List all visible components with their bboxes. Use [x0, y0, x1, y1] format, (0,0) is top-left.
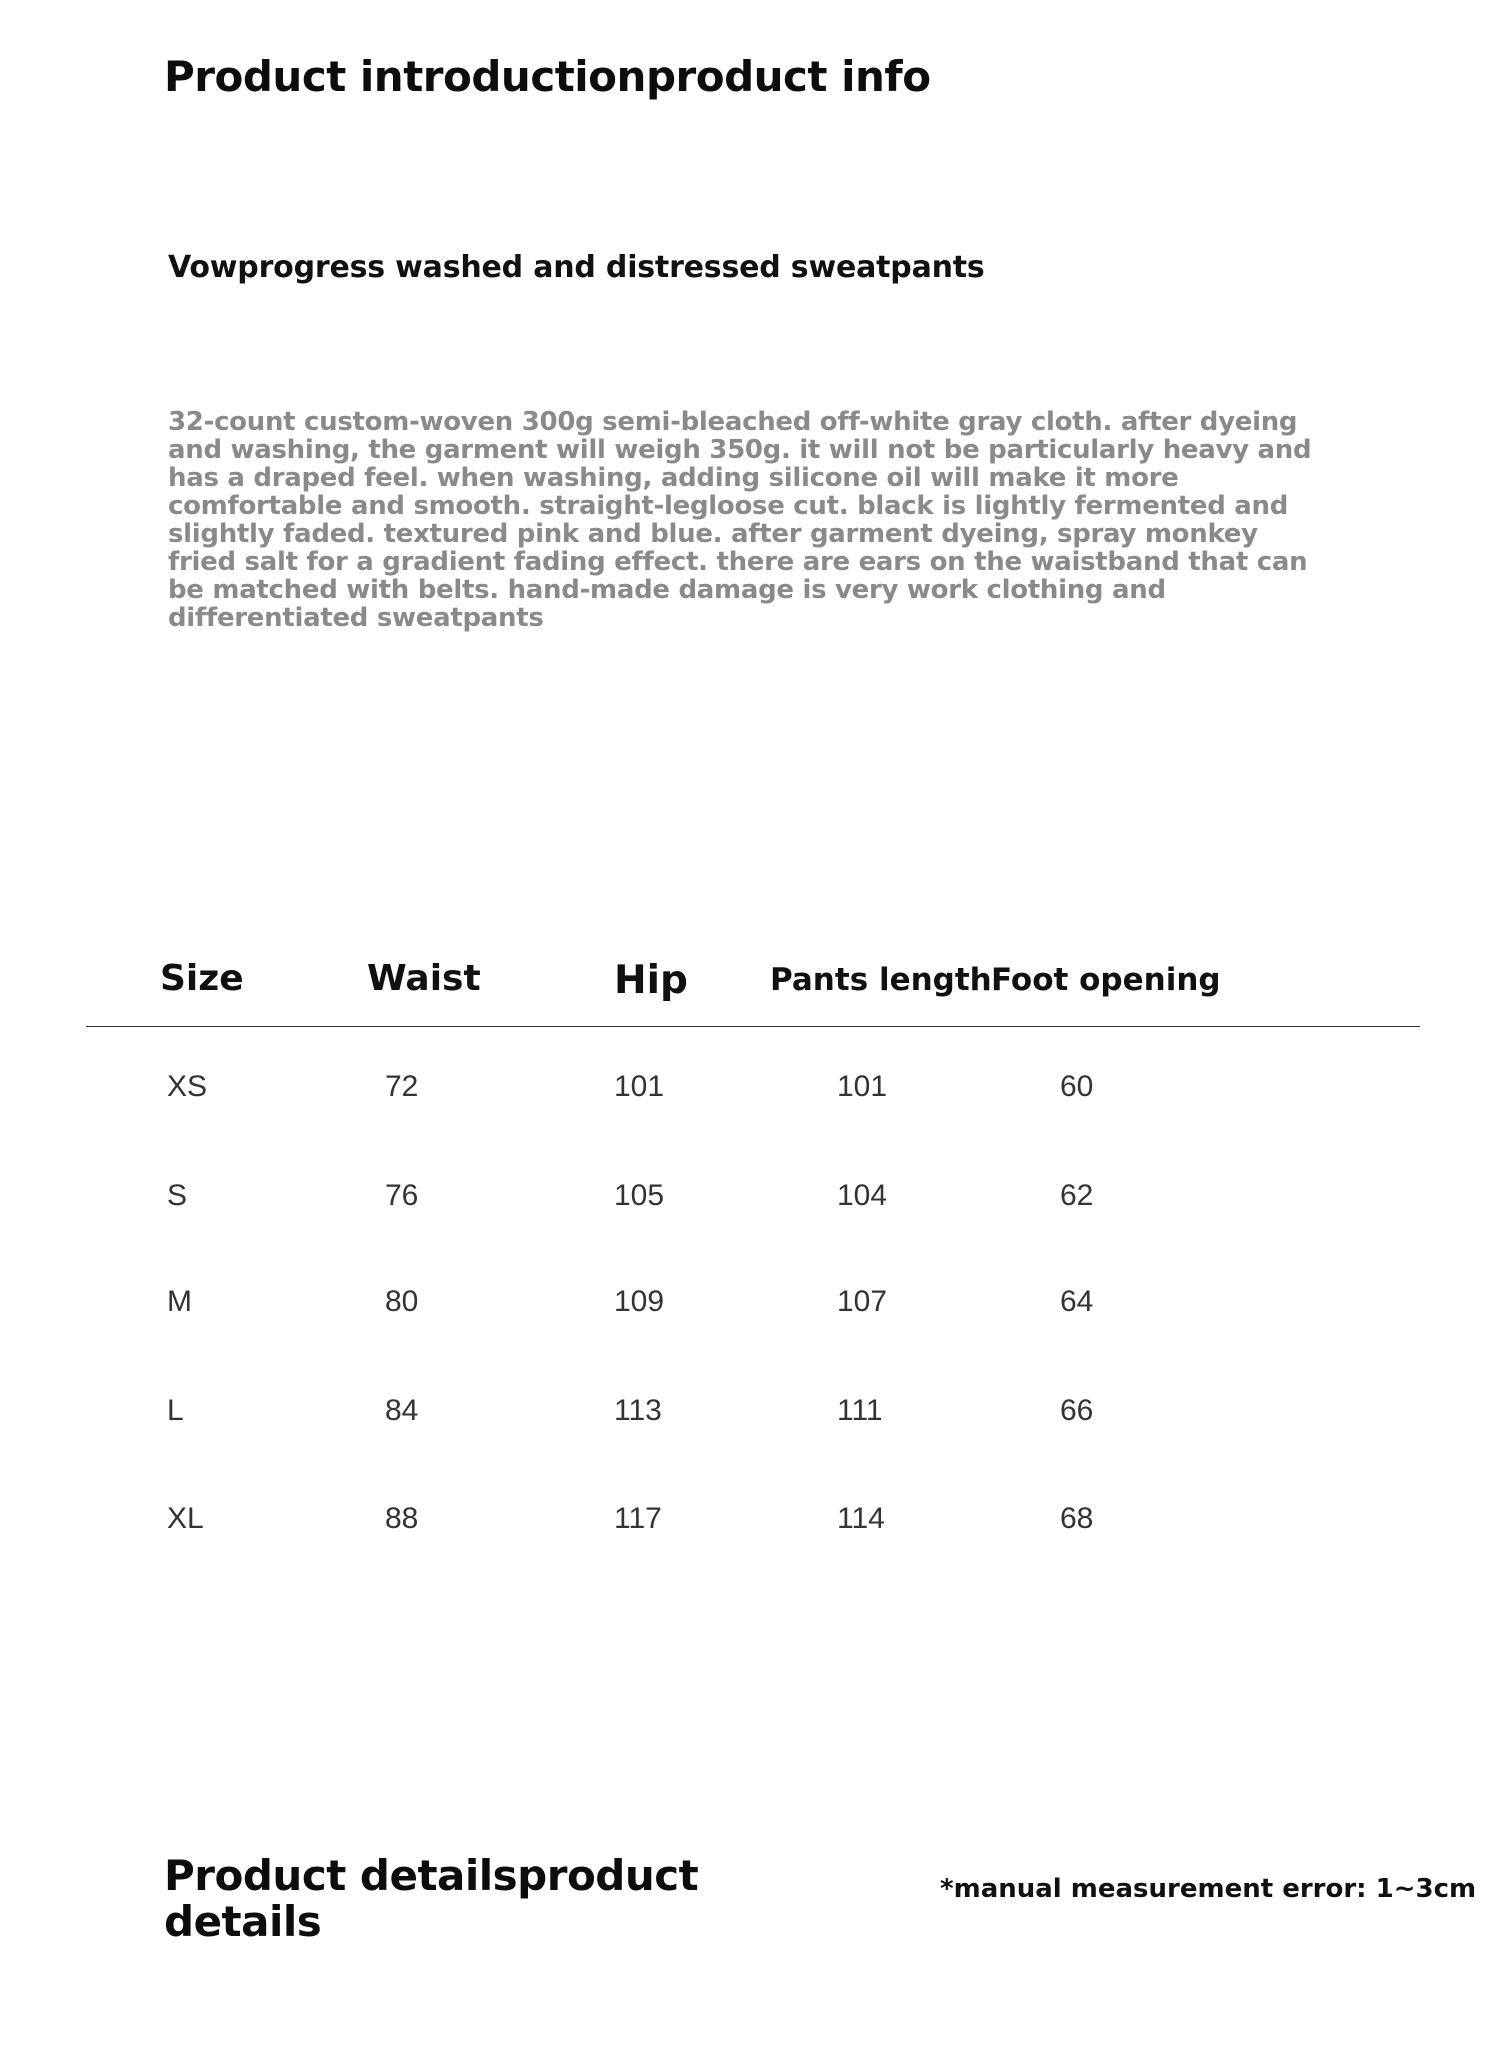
product-description: 32-count custom-woven 300g semi-bleached off-white gray cloth. after dyeing and washing, the garment will weigh 350g. it will not be particularly heavy and has a draped feel. when washing, adding silicone oil will make it more comfortable and smooth. straight-legloose cut. black is lightly fermented and slightly faded. textured pink and blue. after garment dyeing, spray monkey fried salt for a gradient fading effect. there are ears on the waistband that can be matched with belts. hand-made damage is very work clothing and differentiated sweatpants: [168, 407, 1312, 633]
cell-pants-length: 107: [837, 1285, 888, 1318]
table-row: [0, 1285, 1500, 1325]
cell-waist: 76: [385, 1179, 419, 1212]
intro-section-title: Product introductionproduct info: [164, 52, 931, 101]
table-row: [0, 1179, 1500, 1219]
cell-foot-opening: 66: [1060, 1394, 1094, 1427]
cell-foot-opening: 60: [1060, 1070, 1094, 1103]
table-row: [0, 1502, 1500, 1542]
product-name: Vowprogress washed and distressed sweatpants: [168, 250, 985, 285]
details-section-title: Product detailsproduct details: [164, 1851, 699, 1946]
header-pants-length: Pants length: [770, 962, 992, 998]
cell-waist: 88: [385, 1502, 419, 1535]
cell-foot-opening: 62: [1060, 1179, 1094, 1212]
header-hip: Hip: [614, 958, 688, 1003]
cell-size: L: [167, 1394, 184, 1427]
cell-hip: 101: [614, 1070, 665, 1103]
cell-foot-opening: 68: [1060, 1502, 1094, 1535]
table-row: [0, 1070, 1500, 1110]
header-size: Size: [160, 958, 244, 999]
cell-size: XL: [167, 1502, 204, 1535]
cell-pants-length: 104: [837, 1179, 888, 1212]
cell-waist: 72: [385, 1070, 419, 1103]
header-waist: Waist: [367, 958, 481, 999]
table-row: [0, 1394, 1500, 1434]
measurement-error-note: *manual measurement error: 1~3cm: [940, 1874, 1477, 1904]
cell-waist: 80: [385, 1285, 419, 1318]
cell-pants-length: 114: [837, 1502, 885, 1535]
table-header-divider: [86, 1026, 1420, 1027]
header-foot-opening: Foot opening: [991, 962, 1221, 998]
cell-pants-length: 101: [837, 1070, 888, 1103]
cell-foot-opening: 64: [1060, 1285, 1094, 1318]
cell-size: M: [167, 1285, 192, 1318]
cell-pants-length: 111: [837, 1394, 883, 1427]
cell-size: XS: [167, 1070, 208, 1103]
cell-hip: 105: [614, 1179, 665, 1212]
cell-hip: 109: [614, 1285, 665, 1318]
cell-hip: 117: [614, 1502, 662, 1535]
cell-size: S: [167, 1179, 188, 1212]
cell-hip: 113: [614, 1394, 662, 1427]
cell-waist: 84: [385, 1394, 419, 1427]
